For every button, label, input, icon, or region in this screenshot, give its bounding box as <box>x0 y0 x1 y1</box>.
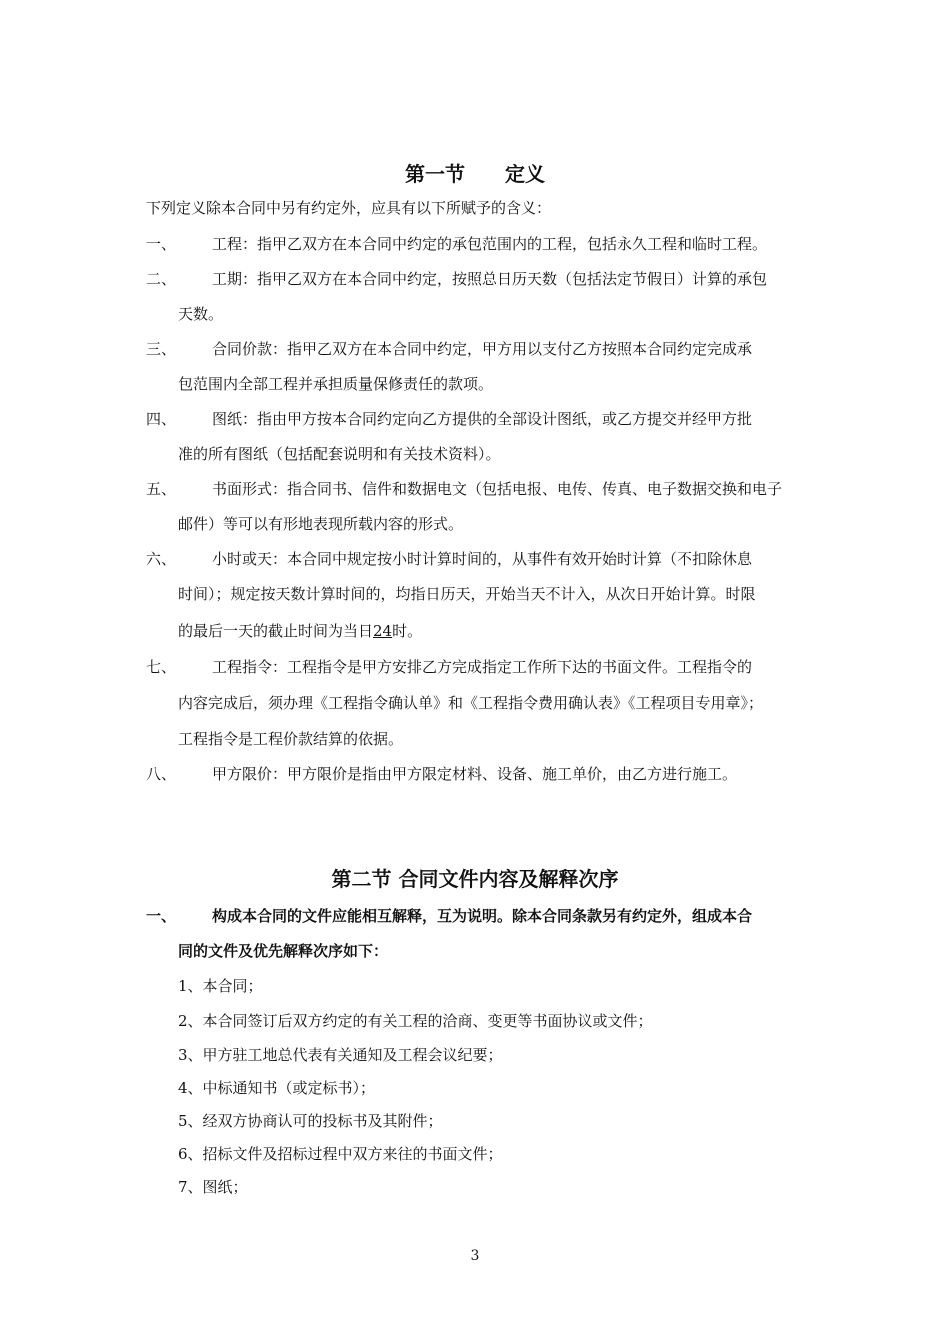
item-text: 小时或天：本合同中规定按小时计算时间的，从事件有效开始时计算（不扣除休息 <box>212 550 753 568</box>
item-number: 六、 <box>146 550 177 568</box>
item-text: 合同价款：指甲乙双方在本合同中约定，甲方用以支付乙方按照本合同约定完成承 <box>212 340 753 358</box>
item-number: 一、 <box>146 235 177 253</box>
item-text: 工程指令：工程指令是甲方安排乙方完成指定工作所下达的书面文件。工程指令的 <box>212 658 753 676</box>
list-item: 1、本合同； <box>178 977 263 995</box>
item-text: 天数。 <box>178 305 224 323</box>
item-text: 邮件）等可以有形地表现所载内容的形式。 <box>178 515 464 533</box>
item-text: 书面形式：指合同书、信件和数据电文（包括电报、电传、传真、电子数据交换和电子 <box>212 480 783 498</box>
item-text: 构成本合同的文件应能相互解释，互为说明。除本合同条款另有约定外，组成本合 <box>212 907 753 925</box>
item-text: 准的所有图纸（包括配套说明和有关技术资料）。 <box>178 445 501 463</box>
item-number: 八、 <box>146 765 177 783</box>
list-item: 5、经双方协商认可的投标书及其附件； <box>178 1112 443 1130</box>
list-item: 6、招标文件及招标过程中双方来往的书面文件； <box>178 1145 503 1163</box>
item-number: 四、 <box>146 410 177 428</box>
item-text: 甲方限价：甲方限价是指由甲方限定材料、设备、施工单价，由乙方进行施工。 <box>212 765 738 783</box>
page-number: 3 <box>470 1248 480 1264</box>
item-text: 工期：指甲乙双方在本合同中约定，按照总日历天数（包括法定节假日）计算的承包 <box>212 270 768 288</box>
section-1-intro: 下列定义除本合同中另有约定外，应具有以下所赋予的含义： <box>146 199 552 217</box>
item-text: 同的文件及优先解释次序如下： <box>178 942 389 960</box>
item-text: 图纸：指由甲方按本合同约定向乙方提供的全部设计图纸，或乙方提交并经甲方批 <box>212 410 753 428</box>
list-item: 2、本合同签订后双方约定的有关工程的洽商、变更等书面协议或文件； <box>178 1012 653 1030</box>
item-text: 包范围内全部工程并承担质量保修责任的款项。 <box>178 375 494 393</box>
item-text: 时间）；规定按天数计算时间的，均指日历天，开始当天不计入，从次日开始计算。时限 <box>178 585 756 603</box>
item-text-tail: 时。 <box>392 622 423 640</box>
list-item: 7、图纸； <box>178 1178 248 1196</box>
list-item: 4、中标通知书（或定标书）； <box>178 1079 376 1097</box>
item-number: 三、 <box>146 340 177 358</box>
section-2-title: 第二节 合同文件内容及解释次序 <box>331 867 619 891</box>
list-item: 3、甲方驻工地总代表有关通知及工程会议纪要； <box>178 1046 503 1064</box>
item-text-with-underline <box>178 620 422 641</box>
item-number: 七、 <box>146 658 177 676</box>
underlined-hour-value: 24 <box>373 622 393 640</box>
item-text: 工程：指甲乙双方在本合同中约定的承包范围内的工程，包括永久工程和临时工程。 <box>212 235 768 253</box>
item-number: 五、 <box>146 480 177 498</box>
item-number: 一、 <box>146 907 177 925</box>
section-1-title: 第一节 定义 <box>405 162 545 186</box>
item-text: 工程指令是工程价款结算的依据。 <box>178 730 404 748</box>
item-text: 的最后一天的截止时间为当日 <box>178 622 374 640</box>
item-number: 二、 <box>146 270 177 288</box>
item-text: 内容完成后，须办理《工程指令确认单》和《工程指令费用确认表》《工程项目专用章》； <box>178 694 764 712</box>
